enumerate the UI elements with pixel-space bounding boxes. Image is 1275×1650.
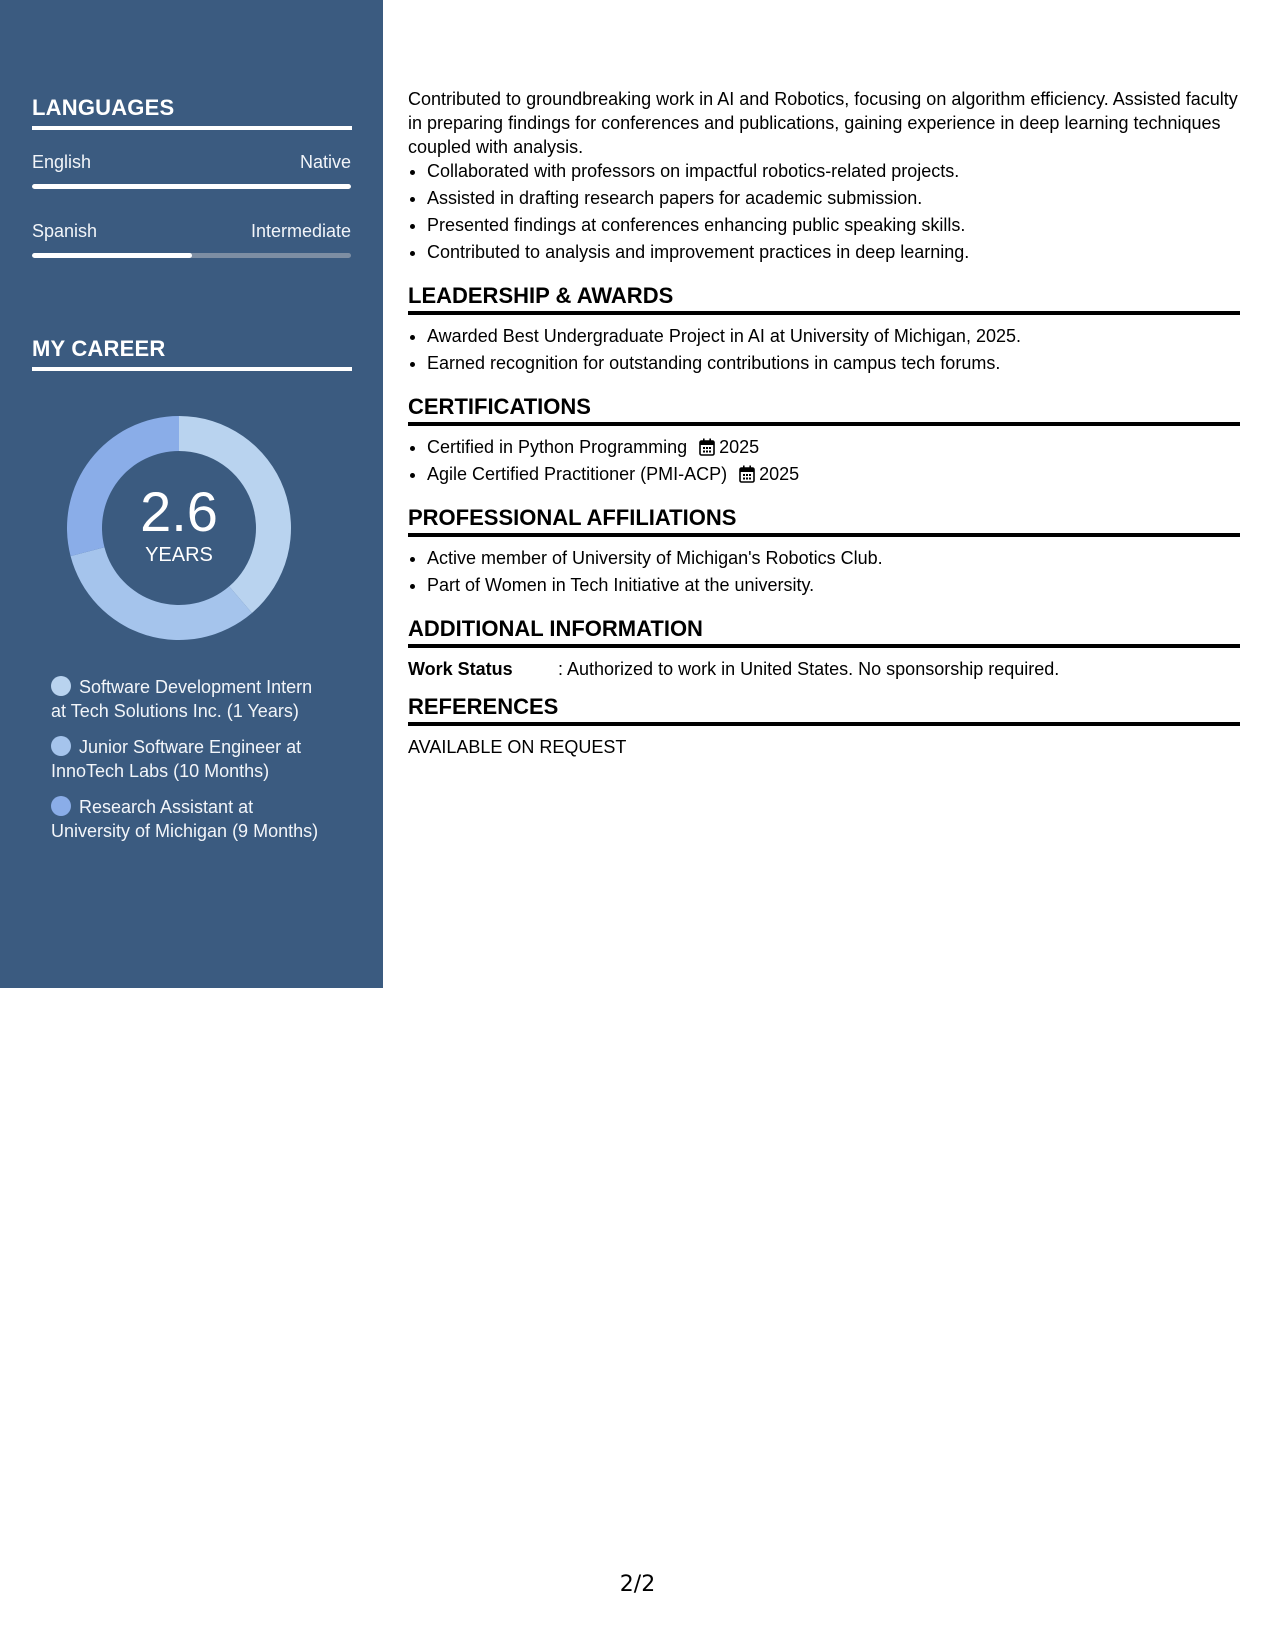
certifications-list (408, 435, 1240, 486)
language-level: Intermediate (250, 221, 351, 241)
language-bar-spanish (32, 253, 351, 258)
legend-dot-icon (51, 676, 71, 696)
list-item: • Awarded Best Undergraduate Project in AI at University of Michigan, 2025. (427, 324, 1240, 348)
leadership-list (408, 324, 1240, 375)
calendar-icon (699, 438, 715, 456)
language-bar-english (32, 184, 351, 189)
page-number: 2/2 (619, 1572, 656, 1597)
career-total-unit: YEARS (145, 543, 213, 566)
language-row-spanish (32, 221, 351, 242)
legend-dot-icon (51, 736, 71, 756)
certification-year: 2025 (759, 464, 800, 484)
language-level: Native (299, 152, 351, 172)
legend-dot-icon (51, 796, 71, 816)
certification-name: Certified in Python Programming (427, 437, 688, 457)
list-item: • Assisted in drafting research papers for academic submission. (427, 186, 1240, 210)
additional-info-heading: ADDITIONAL INFORMATION (408, 617, 1240, 648)
career-donut-chart (66, 415, 292, 641)
career-legend (51, 675, 326, 855)
affiliations-list (408, 546, 1240, 597)
intro-paragraph: Contributed to groundbreaking work in AI and Robotics, focusing on algorithm efficiency. Assisted faculty in preparing findings for conferences and publications, gaining experience in deep learning techniques coupled with analysis. (408, 89, 1238, 157)
language-bar-fill (32, 184, 351, 189)
language-name: English (32, 152, 92, 172)
certification-item (427, 462, 1240, 486)
references-heading: REFERENCES (408, 695, 1240, 726)
affiliations-heading: PROFESSIONAL AFFILIATIONS (408, 506, 1240, 537)
career-heading: MY CAREER (32, 336, 352, 371)
language-row-english (32, 152, 351, 173)
list-item: • Active member of University of Michigan's Robotics Club. (427, 546, 1240, 570)
list-item: • Contributed to analysis and improvement practices in deep learning. (427, 240, 1240, 264)
language-name: Spanish (32, 221, 98, 241)
list-item: • Part of Women in Tech Initiative at the university. (427, 573, 1240, 597)
list-item: • Presented findings at conferences enhancing public speaking skills. (427, 213, 1240, 237)
leadership-heading: LEADERSHIP & AWARDS (408, 284, 1240, 315)
intro-bullet-list (408, 159, 1240, 264)
main-content (408, 87, 1240, 759)
certifications-heading: CERTIFICATIONS (408, 395, 1240, 426)
certification-name: Agile Certified Practitioner (PMI-ACP) (427, 464, 728, 484)
list-item: • Earned recognition for outstanding contributions in campus tech forums. (427, 351, 1240, 375)
work-status-value: : Authorized to work in United States. No sponsorship required. (558, 659, 1060, 679)
career-legend-item: Junior Software Engineer at InnoTech Labs (10 Months) (51, 737, 302, 781)
calendar-icon (739, 465, 755, 483)
certification-year: 2025 (719, 437, 760, 457)
language-bar-fill (32, 253, 192, 258)
work-status-label: Work Status (408, 659, 513, 679)
certification-item (427, 435, 1240, 459)
references-text: AVAILABLE ON REQUEST (408, 737, 627, 757)
career-total-value: 2.6 (140, 479, 218, 543)
languages-heading: LANGUAGES (32, 95, 352, 130)
list-item: • Collaborated with professors on impactful robotics-related projects. (427, 159, 1240, 183)
career-legend-item: Research Assistant at University of Michigan (9 Months) (51, 797, 319, 841)
career-legend-item: Software Development Intern at Tech Solutions Inc. (1 Years) (51, 677, 313, 721)
work-status-row (408, 657, 1240, 681)
sidebar (0, 0, 383, 988)
